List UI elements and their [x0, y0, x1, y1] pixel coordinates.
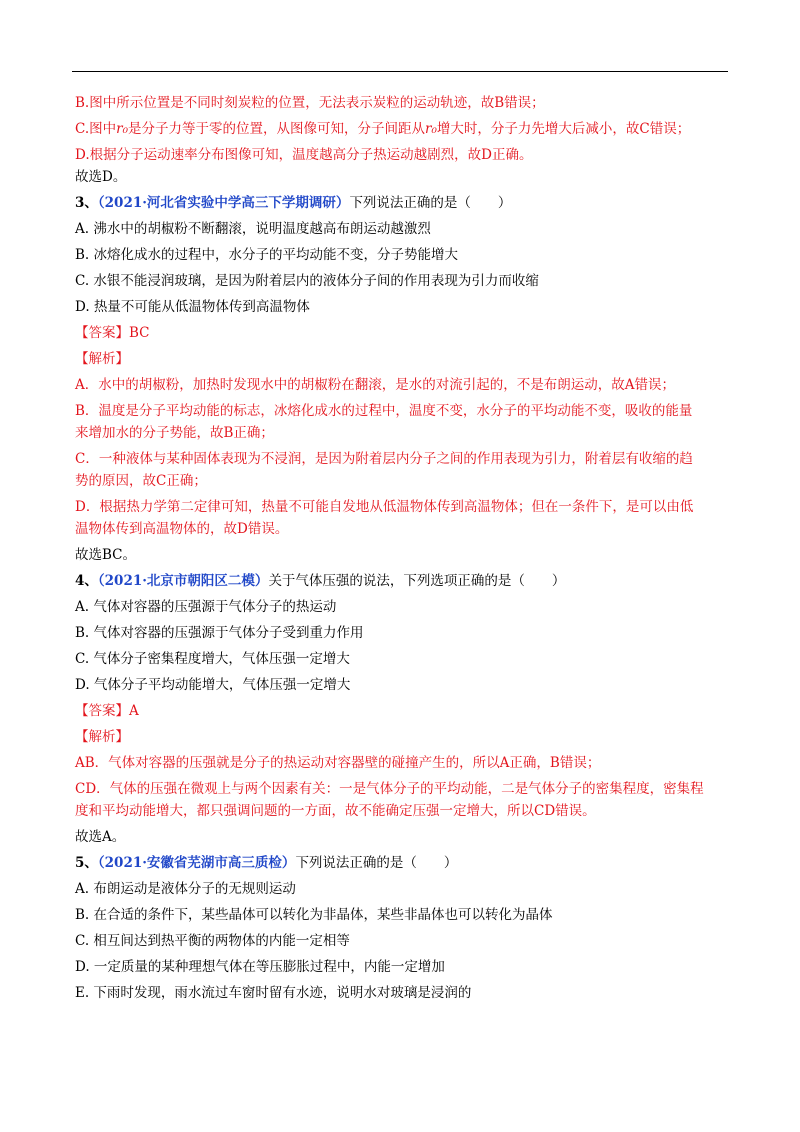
question-3-analysis-label: 【解析】: [75, 351, 129, 367]
prev-conclusion: 故选D。: [75, 169, 127, 185]
question-5-option-d: D. 一定质量的某种理想气体在等压膨胀过程中，内能一定增加: [75, 959, 445, 975]
question-number: 3、: [75, 195, 98, 211]
question-3-analysis-line: A．水中的胡椒粉，加热时发现水中的胡椒粉在翻滚，是水的对流引起的，不是布朗运动，故A错误；: [75, 377, 675, 393]
question-4-analysis-label: 【解析】: [75, 729, 129, 745]
question-stem: 下列说法正确的是（ ）: [349, 195, 512, 211]
question-3-option-b: B. 冰熔化成水的过程中，水分子的平均动能不变，分子势能增大: [75, 247, 459, 263]
prev-analysis-d: D.根据分子运动速率分布图像可知，温度越高分子热运动越剧烈，故D正确。: [75, 147, 533, 163]
question-4-analysis-line: CD．气体的压强在微观上与两个因素有关：一是气体分子的平均动能，二是气体分子的密集程度，密集程: [75, 781, 704, 797]
answer-label: 【答案】: [75, 703, 129, 719]
question-4-analysis-line: AB．气体对容器的压强就是分子的热运动对容器壁的碰撞产生的，所以A正确，B错误；: [75, 755, 601, 771]
question-5-option-e: E. 下雨时发现，雨水流过车窗时留有水迹，说明水对玻璃是浸润的: [75, 985, 472, 1001]
question-3-option-c: C. 水银不能浸润玻璃，是因为附着层内的液体分子间的作用表现为引力而收缩: [75, 273, 539, 289]
question-stem: 下列说法正确的是（ ）: [295, 855, 458, 871]
question-source: （2021·北京市朝阳区二模）: [97, 573, 269, 589]
question-3-analysis-line: 势的原因，故C正确；: [75, 473, 207, 489]
question-3-title: [75, 194, 730, 212]
prev-analysis-c-part1: C.图中: [75, 121, 117, 137]
question-source: （2021·安徽省芜湖市高三质检）: [97, 855, 296, 871]
prev-analysis-c: [75, 120, 730, 138]
question-3-analysis-line: 温物体传到高温物体的，故D错误。: [75, 521, 289, 537]
question-3-option-d: D. 热量不可能从低温物体传到高温物体: [75, 299, 310, 315]
r0-symbol: r₀: [116, 121, 129, 137]
question-4-title: [75, 572, 730, 590]
question-5-option-b: B. 在合适的条件下，某些晶体可以转化为非晶体，某些非晶体也可以转化为晶体: [75, 907, 553, 923]
question-3-analysis-line: D．根据热力学第二定律可知，热量不可能自发地从低温物体传到高温物体；但在一条件下，是可以由低: [75, 499, 694, 515]
r0-symbol: r₀: [425, 121, 437, 137]
question-4-option-b: B. 气体对容器的压强源于气体分子受到重力作用: [75, 625, 364, 641]
question-3-analysis-line: C．一种液体与某种固体表现为不浸润，是因为附着层内分子之间的作用表现为引力，附着层有收缩的趋: [75, 451, 693, 467]
question-4-option-d: D. 气体分子平均动能增大，气体压强一定增大: [75, 677, 351, 693]
question-stem: 关于气体压强的说法，下列选项正确的是（ ）: [268, 573, 566, 589]
question-3-analysis-line: B．温度是分子平均动能的标志，冰熔化成水的过程中，温度不变，水分子的平均动能不变，吸收的能量: [75, 403, 693, 419]
question-number: 5、: [75, 855, 98, 871]
question-3-conclusion: 故选BC。: [75, 547, 137, 563]
answer-value: BC: [129, 325, 150, 341]
document-body: [75, 94, 730, 1010]
question-5-title: [75, 854, 730, 872]
question-3-answer: [75, 324, 730, 342]
prev-analysis-c-part2: 是分子力等于零的位置，从图像可知，分子间距从: [128, 121, 426, 137]
prev-analysis-c-part3: 增大时，分子力先增大后减小，故C错误；: [436, 121, 691, 137]
header-rule: [72, 71, 728, 72]
question-4-option-c: C. 气体分子密集程度增大，气体压强一定增大: [75, 651, 350, 667]
answer-value: A: [129, 703, 139, 719]
question-5-option-c: C. 相互间达到热平衡的两物体的内能一定相等: [75, 933, 350, 949]
question-5-option-a: A. 布朗运动是液体分子的无规则运动: [75, 881, 296, 897]
prev-analysis-b: B.图中所示位置是不同时刻炭粒的位置，无法表示炭粒的运动轨迹，故B错误；: [75, 95, 545, 111]
question-number: 4、: [75, 573, 98, 589]
question-source: （2021·河北省实验中学高三下学期调研）: [97, 195, 350, 211]
question-4-analysis-line: 度和平均动能增大，都只强调问题的一方面，故不能确定压强一定增大，所以CD错误。: [75, 803, 596, 819]
question-4-option-a: A. 气体对容器的压强源于气体分子的热运动: [75, 599, 337, 615]
question-4-conclusion: 故选A。: [75, 829, 126, 845]
question-3-analysis-line: 来增加水的分子势能，故B正确；: [75, 425, 274, 441]
answer-label: 【答案】: [75, 325, 129, 341]
question-3-option-a: A. 沸水中的胡椒粉不断翻滚，说明温度越高布朗运动越激烈: [75, 221, 431, 237]
question-4-answer: [75, 702, 730, 720]
